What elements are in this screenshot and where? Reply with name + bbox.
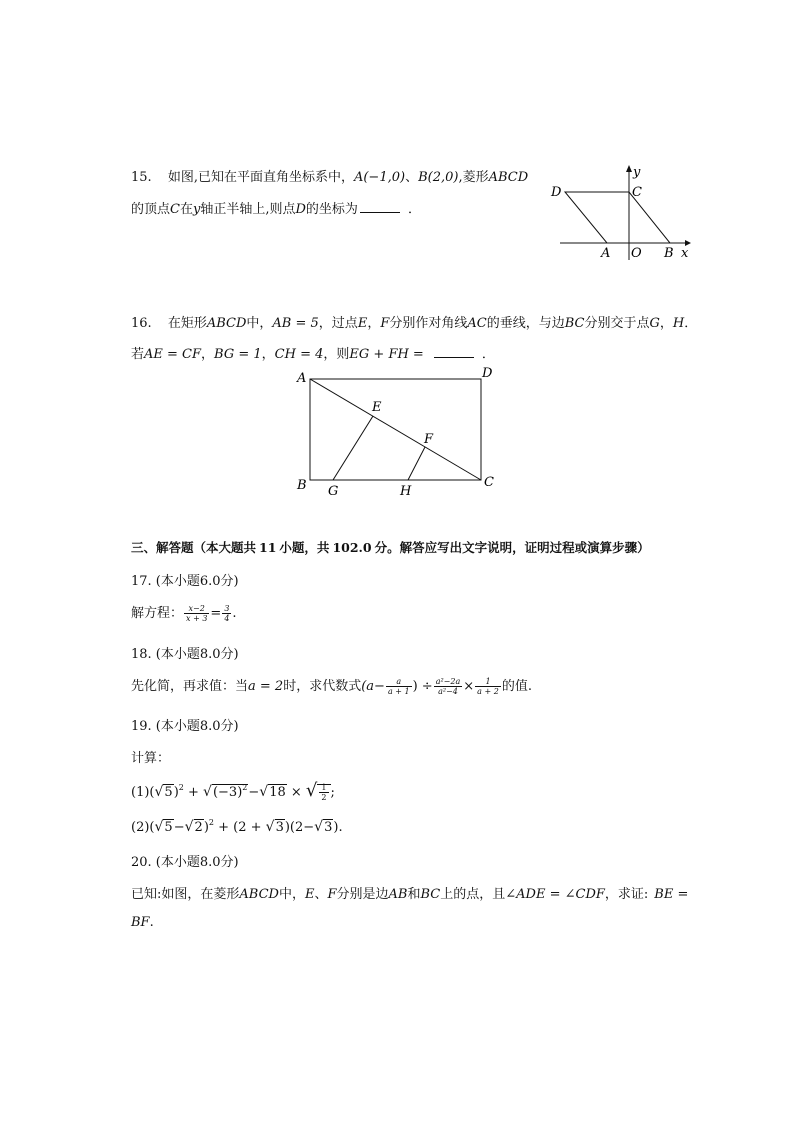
q16-l1-a: 在矩形 xyxy=(167,316,207,331)
q15-answer-blank[interactable] xyxy=(360,212,400,213)
q16-l1-f: 的垂线，与边 xyxy=(486,316,565,331)
q19-p2-sqrt4: √3 xyxy=(314,819,333,835)
q16-l1-m8: H xyxy=(672,316,685,331)
q16-l1-m3: E xyxy=(357,316,368,331)
q19-p2-sqrt3: √3 xyxy=(265,819,284,835)
q19-p2-b: ) xyxy=(203,820,209,835)
q15-l2-e: 的坐标为 xyxy=(305,202,358,217)
q20-l1-m5: BC xyxy=(420,887,441,902)
q17-header: 17. (本小题6.0分) xyxy=(131,574,239,589)
q16-l1-h: ， xyxy=(659,316,673,331)
section3-score: 102.0 xyxy=(332,540,372,555)
q16-l1-d: ， xyxy=(367,316,381,331)
q15-figure xyxy=(545,160,695,265)
label-h: H xyxy=(400,484,412,499)
q19-p2-r3: 3 xyxy=(275,820,284,835)
label-b: B xyxy=(664,246,674,261)
q15-l2-d: 轴正半轴上,则点 xyxy=(200,202,296,217)
segment-eg xyxy=(333,416,373,480)
y-axis-arrow xyxy=(626,165,632,172)
q15-l2-b: 在 xyxy=(179,202,193,217)
q16-l1-i: ． xyxy=(684,316,698,331)
q19-p1-sqrt3: √18 xyxy=(259,784,286,800)
q20-header: 20. (本小题8.0分) xyxy=(131,855,239,870)
label-e: E xyxy=(372,400,382,415)
q15-l2-D: D xyxy=(295,202,306,217)
q18-math-a: a = 2 xyxy=(248,679,284,694)
q16-l1-m4: F xyxy=(380,316,390,331)
q19-p2-c: + (2 + xyxy=(213,820,266,835)
q19-p2-sup: 2 xyxy=(208,818,214,827)
label-y: y xyxy=(633,165,641,180)
q19-p2-label: (2)( xyxy=(131,820,155,835)
q17-frac2-den: 4 xyxy=(224,614,230,623)
q15-line1 xyxy=(131,166,528,185)
q17-frac1-den: x + 3 xyxy=(186,614,208,623)
label-g: G xyxy=(328,484,339,499)
q18-text-a: 先化简，再求值：当 xyxy=(131,679,249,694)
q17-eq: = xyxy=(210,606,222,621)
q15-rhombus: ABCD xyxy=(488,170,529,185)
q16-l2-m2: BG = 1 xyxy=(214,347,262,362)
q15-point-a: A(−1,0) xyxy=(353,170,406,185)
q19-p1-end: ; xyxy=(330,785,335,800)
q18-f3-den: a + 2 xyxy=(477,687,499,696)
q19-p2-sqrt2: √2 xyxy=(184,819,203,835)
section3-title-a: 三、解答题（本大题共 xyxy=(131,540,257,555)
q18-times: × xyxy=(463,679,475,694)
q20-l1-d: 分别是边 xyxy=(336,887,389,902)
q19-p1-c: + xyxy=(183,785,204,800)
q16-l2-d: ，则 xyxy=(323,347,350,362)
q19-p1-label: (1)( xyxy=(131,785,155,800)
q19-part1 xyxy=(131,780,335,802)
segment-fh xyxy=(408,447,425,480)
q16-l1-m7: G xyxy=(649,316,660,331)
q16-l1-e: 分别作对角线 xyxy=(389,316,468,331)
diagonal-ac xyxy=(310,379,481,480)
q19-p2-r1: 5 xyxy=(164,820,173,835)
q16-line1 xyxy=(131,312,697,331)
q16-l2-m1: AE = CF xyxy=(144,347,202,362)
q20-l1-m3: F xyxy=(327,887,337,902)
q18-f2-den: a²−4 xyxy=(438,687,458,696)
q20-l1-b: 中， xyxy=(278,887,305,902)
q16-l2-m3: CH = 4 xyxy=(274,347,324,362)
q16-line2 xyxy=(131,343,495,362)
q20-l1-m2: E xyxy=(304,887,315,902)
q19-header: 19. (本小题8.0分) xyxy=(131,719,239,734)
q16-l1-b: 中， xyxy=(246,316,273,331)
q19-p1-r3: 18 xyxy=(269,785,286,800)
q19-part2 xyxy=(131,818,343,835)
q19-p1-r1: 5 xyxy=(164,785,173,800)
section3-title xyxy=(131,538,650,556)
q19-p1-sqrt1: √5 xyxy=(154,784,173,800)
q17-frac2 xyxy=(222,604,231,623)
q20-l1-a: 已知:如图，在菱形 xyxy=(131,887,240,902)
q16-l2-c: ， xyxy=(261,347,275,362)
label-f: F xyxy=(424,432,434,447)
q19-p2-e: ). xyxy=(333,820,343,835)
q15-tail: ,菱形 xyxy=(458,170,489,185)
q19-p2-d: )(2− xyxy=(284,820,315,835)
q19-p2-sqrt1: √5 xyxy=(154,819,173,835)
q20-l1-m7: BE = xyxy=(654,887,689,902)
q16-l1-m5: AC xyxy=(467,316,487,331)
q16-l2-m4: EG + FH = xyxy=(349,347,424,362)
q20-line1 xyxy=(131,883,688,902)
q19-p2-r2: 2 xyxy=(194,820,203,835)
label-c: C xyxy=(632,185,642,200)
q15-l2-y: y xyxy=(192,202,201,217)
label-d: D xyxy=(551,185,562,200)
q20-l1-m1: ABCD xyxy=(239,887,279,902)
q20-l1-m6: ∠ADE = ∠CDF xyxy=(505,887,605,902)
q15-sep: 、 xyxy=(405,170,419,185)
q17-frac1-num: x−2 xyxy=(184,604,209,614)
q18-text-b: 时，求代数式 xyxy=(283,679,362,694)
q20-l1-m4: AB xyxy=(388,887,408,902)
q16-figure xyxy=(290,362,505,502)
q16-l2-a: 若 xyxy=(131,347,145,362)
q19-p1-r2sup: 2 xyxy=(242,783,248,792)
q20-l1-f: 上的点，且 xyxy=(440,887,506,902)
q18-header: 18. (本小题8.0分) xyxy=(131,647,239,662)
label-c: C xyxy=(484,475,494,490)
label-o: O xyxy=(631,246,642,261)
q18-tail: 的值. xyxy=(501,679,532,694)
q19-p1-fn: 1 xyxy=(321,783,327,792)
q15-text: 如图,已知在平面直角坐标系中， xyxy=(167,170,354,185)
q20-l1-e: 和 xyxy=(407,887,421,902)
label-b: B xyxy=(297,478,307,493)
q17-body xyxy=(131,602,237,623)
label-x: x xyxy=(681,246,689,261)
q18-f3-num: 1 xyxy=(475,677,501,687)
q18-open: (a− xyxy=(361,679,385,694)
q20-line2 xyxy=(131,915,154,930)
q16-l1-c: ，过点 xyxy=(318,316,358,331)
label-a: A xyxy=(601,246,611,261)
q18-close-div: ) ÷ xyxy=(412,679,433,694)
q17-frac2-num: 3 xyxy=(224,604,230,613)
q19-p1-sup: 2 xyxy=(178,783,184,792)
section3-title-c: 分。解答应写出文字说明，证明过程或演算步骤） xyxy=(374,540,650,555)
q18-frac1 xyxy=(386,677,412,696)
q15-number: 15. xyxy=(131,170,152,185)
q20-l1-g: ，求证: xyxy=(604,887,649,902)
q18-f2-num: a²−2a xyxy=(435,677,461,686)
section3-count: 11 xyxy=(259,540,277,555)
q16-answer-blank[interactable] xyxy=(434,357,474,358)
q16-end: ． xyxy=(481,347,495,362)
q16-l1-m6: BC xyxy=(564,316,585,331)
q18-frac2 xyxy=(434,677,463,696)
label-d: D xyxy=(482,366,493,381)
rhombus-abcd xyxy=(565,192,670,243)
q16-l2-b: ， xyxy=(201,347,215,362)
q20-l2-end: . xyxy=(149,915,154,930)
section3-title-b: 小题，共 xyxy=(279,540,330,555)
q19-p1-r2: (−3) xyxy=(212,785,243,800)
q18-f1-num: a xyxy=(386,677,412,687)
q19-p1-d: − xyxy=(248,785,260,800)
q16-number: 16. xyxy=(131,316,152,331)
q15-l2-a: 的顶点 xyxy=(131,202,171,217)
q19-p1-sqrt2: $√(-3)^2$ xyxy=(203,783,248,800)
q20-l2-m1: BF xyxy=(131,915,150,930)
q16-l1-m2: AB = 5 xyxy=(272,316,319,331)
q18-body xyxy=(131,675,532,696)
q15-point-b: B(2,0) xyxy=(418,170,459,185)
q18-f1-den: a + 1 xyxy=(387,687,410,696)
q17-frac1 xyxy=(184,604,209,623)
q19-p1-e: × xyxy=(286,785,306,800)
q19-p2-r4: 3 xyxy=(324,820,333,835)
q16-l1-g: 分别交于点 xyxy=(584,316,650,331)
q17-text: 解方程： xyxy=(131,606,184,621)
q17-end: . xyxy=(232,606,237,621)
q19-calc-label: 计算： xyxy=(131,751,171,766)
q15-l2-c: C xyxy=(170,202,180,217)
q15-line2 xyxy=(131,198,421,217)
q16-l1-m1: ABCD xyxy=(206,316,247,331)
q19-p2-a: − xyxy=(173,820,185,835)
q15-end: ． xyxy=(407,202,421,217)
q20-l1-c: 、 xyxy=(314,887,328,902)
q19-p1-b: ) xyxy=(173,785,179,800)
q19-p1-sqrt4: √ $\frac{1}{2}$ xyxy=(306,780,331,802)
label-a: A xyxy=(297,371,307,386)
q19-p1-fd: 2 xyxy=(321,793,327,802)
q18-frac3 xyxy=(475,677,501,696)
